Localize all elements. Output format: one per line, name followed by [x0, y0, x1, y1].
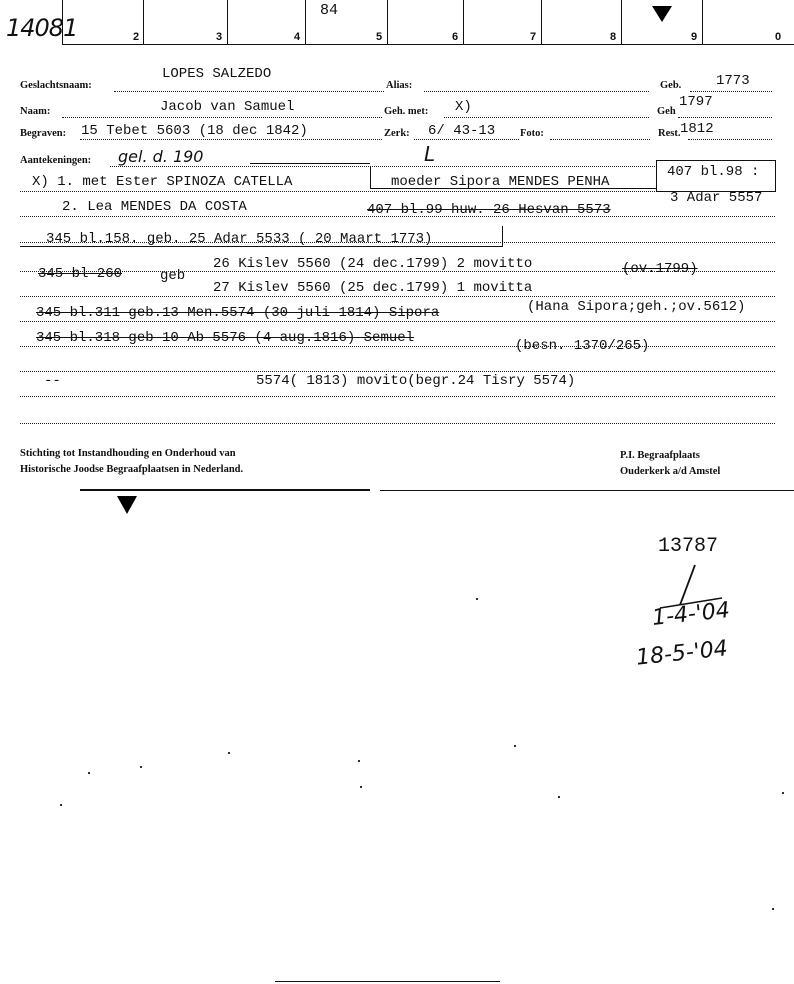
place-line-2: Ouderkerk a/d Amstel [620, 466, 721, 477]
column-5: 5 [376, 31, 383, 43]
rest-label: Rest. [658, 128, 681, 139]
note-7-left: 345 bl.318 geb 10 Ab 5576 (4 aug.1816) Semuel [36, 330, 415, 346]
geslachtsnaam-label: Geslachtsnaam: [20, 80, 92, 91]
org-line-1: Stichting tot Instandhouding en Onderhoud van [20, 448, 236, 459]
stamp-date-2: 18-5-'04 [634, 636, 729, 671]
rest-value: 1812 [680, 121, 714, 137]
naam-value: Jacob van Samuel [160, 99, 295, 115]
aantekeningen-handwritten: gel. d. 190 [118, 147, 204, 166]
note-4-geb: geb [160, 268, 186, 284]
place-line-1: P.I. Begraafplaats [620, 450, 700, 461]
stamp-date-1: 1-4-'04 [650, 597, 732, 632]
note-3-bracket [20, 226, 503, 247]
geb-value: 1773 [716, 73, 750, 89]
note-8-right: 5574( 1813) movito(begr.24 Tisry 5574) [256, 373, 576, 389]
column-7: 7 [530, 31, 537, 43]
foto-label: Foto: [520, 128, 544, 139]
note-3-left: 345 bl.158. geb. 25 Adar 5533 ( 20 Maart 1773) [46, 231, 433, 247]
begraven-label: Begraven: [20, 128, 67, 139]
column-2: 2 [133, 31, 140, 43]
note-2-middle: 407 bl.99 huw. 26 Hesvan 5573 [367, 202, 611, 218]
begraven-value: 15 Tebet 5603 (18 dec 1842) [81, 123, 308, 139]
alias-label: Alias: [386, 80, 413, 91]
note-6-right: (Hana Sipora;geh.;ov.5612) [527, 299, 746, 315]
geslachtsnaam-value: LOPES SALZEDO [162, 66, 272, 82]
stamp-number: 13787 [658, 535, 719, 558]
note-2-left: 2. Lea MENDES DA COSTA [62, 199, 247, 215]
tab-marker-triangle [652, 6, 672, 22]
geh-value: 1797 [679, 94, 713, 110]
zerk-value: 6/ 43-13 [428, 123, 496, 139]
bottom-marker-triangle [117, 496, 137, 514]
geh-met-label: Geh. met: [384, 106, 429, 117]
aantekeningen-mark: L [424, 142, 436, 166]
geh-met-value: X) [455, 99, 472, 115]
column-0: 0 [775, 31, 782, 43]
aantekeningen-label: Aantekeningen: [20, 155, 92, 166]
column-6: 6 [452, 31, 459, 43]
zerk-label: Zerk: [384, 128, 410, 139]
org-line-2: Historische Joodse Begraafplaatsen in Nederland. [20, 464, 244, 475]
note-4-middle: 26 Kislev 5560 (24 dec.1799) 2 movitto [213, 256, 533, 272]
top-mark: 84 [320, 2, 339, 19]
geb-label: Geb. [660, 80, 682, 91]
column-4: 4 [294, 31, 301, 43]
naam-label: Naam: [20, 106, 51, 117]
card-number: 14081 [6, 14, 78, 42]
note-2-right: 3 Adar 5557 [670, 190, 763, 206]
note-1-middle: moeder Sipora MENDES PENHA [391, 174, 610, 190]
note-5-middle: 27 Kislev 5560 (25 dec.1799) 1 movitta [213, 280, 533, 296]
note-4-right: (ov.1799) [622, 261, 698, 277]
column-8: 8 [610, 31, 617, 43]
note-8-left: -- [44, 373, 61, 389]
column-9: 9 [691, 31, 698, 43]
note-1-left: X) 1. met Ester SPINOZA CATELLA [32, 174, 293, 190]
note-7-right: (besn. 1370/265) [515, 338, 650, 354]
geh-label: Geh [657, 106, 676, 117]
note-6-left: 345 bl.311 geb.13 Men.5574 (30 juli 1814) Sipora [36, 305, 440, 321]
note-1-right: 407 bl.98 : [667, 164, 760, 180]
note-4-left: 345 bl-260 [38, 266, 123, 282]
column-3: 3 [216, 31, 223, 43]
